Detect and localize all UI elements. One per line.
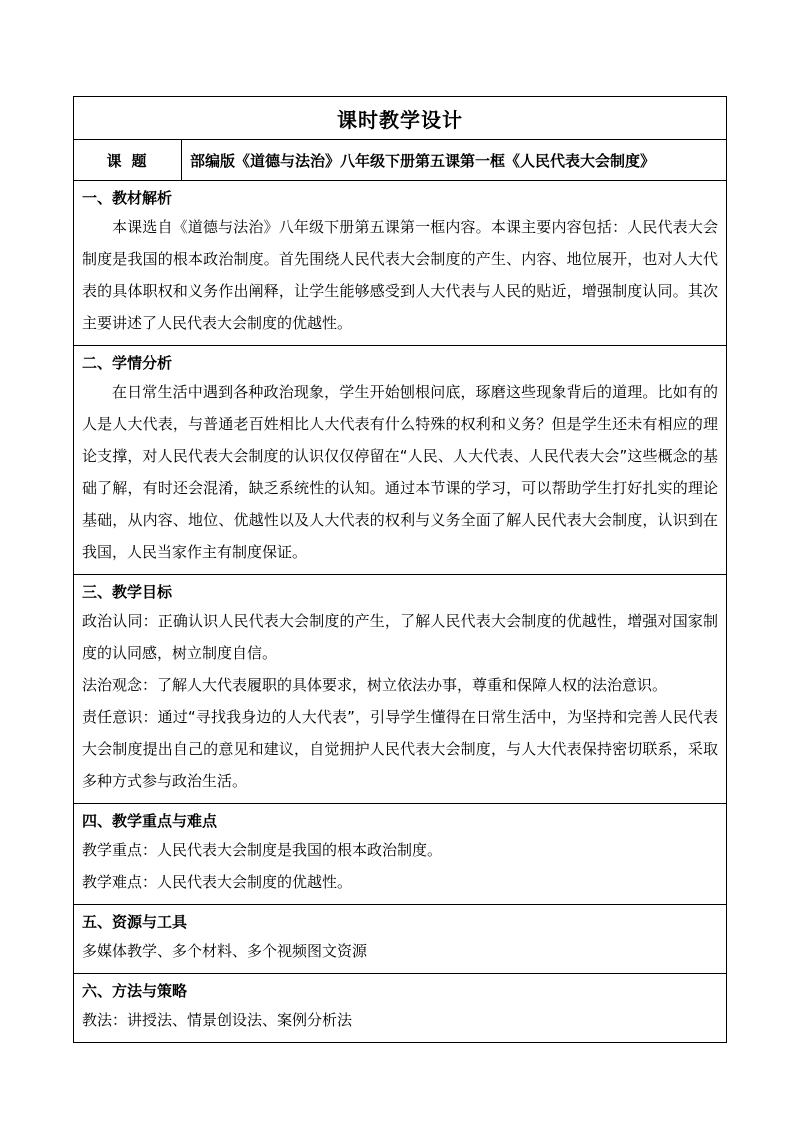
section-heading: 二、学情分析 <box>82 354 173 372</box>
section-textbook-analysis <box>74 180 726 345</box>
subject-row <box>74 139 726 180</box>
section-teaching-goals <box>74 574 726 803</box>
goal-rule-of-law: 法治观念：了解人大代表履职的具体要求，树立依法办事，尊重和保障人权的法治意识。 <box>82 676 668 694</box>
subject-label: 课题 <box>74 140 182 180</box>
section-heading: 六、方法与策略 <box>82 982 188 1000</box>
section-methods <box>74 973 726 1042</box>
section-paragraph: 本课选自《道德与法治》八年级下册第五课第一框内容。本课主要内容包括：人民代表大会制度是我国的根本政治制度。首先围绕人民代表大会制度的产生、内容、地位展开，也对人大代表的具体职权和义务作出阐释，让学生能够感受到人大代表与人民的贴近，增强制度认同。其次主要讲述了人民代表大会制度的优越性。 <box>82 218 718 332</box>
document-title: 课时教学设计 <box>337 107 463 132</box>
title-row <box>74 97 726 139</box>
section-heading: 五、资源与工具 <box>82 913 188 931</box>
lesson-design-table <box>73 96 727 1043</box>
goal-political-identity: 政治认同：正确认识人民代表大会制度的产生，了解人民代表大会制度的优越性，增强对国家制度的认同感，树立制度自信。 <box>82 612 718 662</box>
section-heading: 三、教学目标 <box>82 583 173 601</box>
section-key-points <box>74 803 726 904</box>
section-paragraph: 在日常生活中遇到各种政治现象，学生开始刨根问底，琢磨这些现象背后的道理。比如有的人是人大代表，与普通老百姓相比人大代表有什么特殊的权利和义务？但是学生还未有相应的理论支撑，对人民代表大会制度的认识仅仅停留在“人民、人大代表、人民代表大会”这些概念的基础了解，有时还会混淆，缺乏系统性的认知。通过本节课的学习，可以帮助学生打好扎实的理论基础，从内容、地位、优越性以及人大代表的权利与义务全面了解人民代表大会制度，认识到在我国，人民当家作主有制度保证。 <box>82 383 718 561</box>
resources-text: 多媒体教学、多个材料、多个视频图文资源 <box>82 942 368 960</box>
methods-text: 教法：讲授法、情景创设法、案例分析法 <box>82 1011 353 1029</box>
section-heading: 四、教学重点与难点 <box>82 812 218 830</box>
section-resources <box>74 904 726 973</box>
section-student-analysis <box>74 345 726 574</box>
difficult-point: 教学难点：人民代表大会制度的优越性。 <box>82 873 353 891</box>
key-point: 教学重点：人民代表大会制度是我国的根本政治制度。 <box>82 841 443 859</box>
section-heading: 一、教材解析 <box>82 189 173 207</box>
goal-responsibility: 责任意识：通过“寻找我身边的人大代表”，引导学生懂得在日常生活中，为坚持和完善人民代表大会制度提出自己的意见和建议，自觉拥护人民代表大会制度，与人大代表保持密切联系，采取多种方式参与政治生活。 <box>82 708 718 790</box>
subject-value: 部编版《道德与法治》八年级下册第五课第一框《人民代表大会制度》 <box>190 151 656 170</box>
